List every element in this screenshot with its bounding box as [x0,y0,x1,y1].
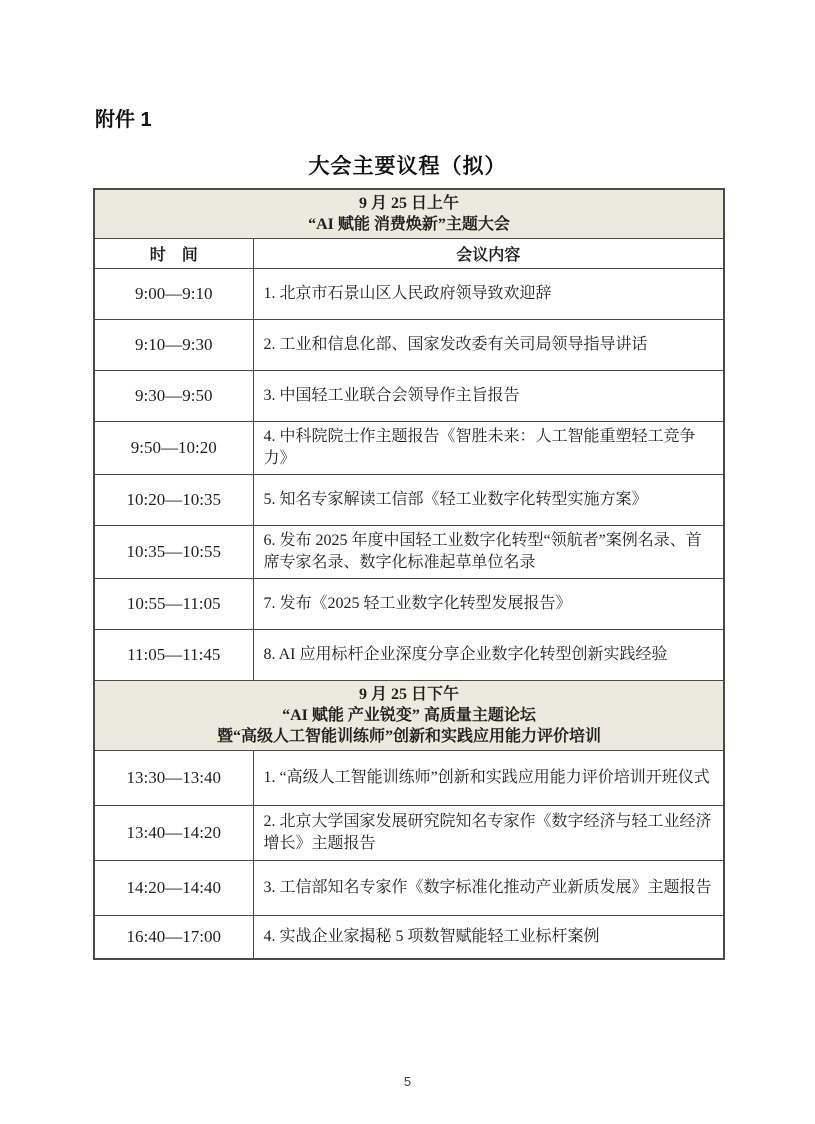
time-cell: 13:40—14:20 [94,806,253,861]
table-row [94,916,724,959]
section-afternoon-line-2: “AI 赋能 产业锐变” 高质量主题论坛 [282,707,536,724]
table-row [94,269,724,320]
table-row [94,526,724,579]
table-row [94,579,724,630]
section-morning-line-2: “AI 赋能 消费焕新”主题大会 [308,216,510,233]
time-cell: 16:40—17:00 [94,916,253,959]
table-row [94,751,724,806]
column-header-content: 会议内容 [253,239,724,269]
column-header-time: 时 间 [94,239,253,269]
section-afternoon-line-3: 暨“高级人工智能训练师”创新和实践应用能力评价培训 [216,728,601,745]
time-cell: 10:20—10:35 [94,475,253,526]
content-cell: 2. 工业和信息化部、国家发改委有关司局领导指导讲话 [253,320,724,371]
section-header-afternoon [94,681,724,751]
time-cell: 9:50—10:20 [94,422,253,475]
content-cell: 7. 发布《2025 轻工业数字化转型发展报告》 [253,579,724,630]
time-cell: 9:10—9:30 [94,320,253,371]
page-number: 5 [403,1074,412,1089]
time-cell: 10:55—11:05 [94,579,253,630]
time-cell: 10:35—10:55 [94,526,253,579]
table-row [94,320,724,371]
time-cell: 13:30—13:40 [94,751,253,806]
table-row [94,475,724,526]
table-row [94,630,724,681]
page-title: 大会主要议程（拟） [308,154,507,178]
content-cell: 1. 北京市石景山区人民政府领导致欢迎辞 [253,269,724,320]
table-row [94,861,724,916]
content-cell: 1. “高级人工智能训练师”创新和实践应用能力评价培训开班仪式 [253,751,724,806]
time-cell: 11:05—11:45 [94,630,253,681]
section-header-morning [94,189,724,239]
time-cell: 9:30—9:50 [94,371,253,422]
column-header-row [94,239,724,269]
content-cell: 4. 实战企业家揭秘 5 项数智赋能轻工业标杆案例 [253,916,724,959]
time-cell: 9:00—9:10 [94,269,253,320]
content-cell: 6. 发布 2025 年度中国轻工业数字化转型“领航者”案例名录、首席专家名录、数字化标准起草单位名录 [253,526,724,579]
content-cell: 3. 中国轻工业联合会领导作主旨报告 [253,371,724,422]
content-cell: 2. 北京大学国家发展研究院知名专家作《数字经济与轻工业经济增长》主题报告 [253,806,724,861]
agenda-table [93,188,725,960]
content-cell: 5. 知名专家解读工信部《轻工业数字化转型实施方案》 [253,475,724,526]
time-cell: 14:20—14:40 [94,861,253,916]
content-cell: 8. AI 应用标杆企业深度分享企业数字化转型创新实践经验 [253,630,724,681]
attachment-label: 附件 1 [95,109,152,131]
table-row [94,806,724,861]
table-row [94,422,724,475]
content-cell: 4. 中科院院士作主题报告《智胜未来：人工智能重塑轻工竞争力》 [253,422,724,475]
content-cell: 3. 工信部知名专家作《数字标准化推动产业新质发展》主题报告 [253,861,724,916]
table-row [94,371,724,422]
section-morning-line-1: 9 月 25 日上午 [358,195,459,212]
section-afternoon-line-1: 9 月 25 日下午 [358,686,459,703]
